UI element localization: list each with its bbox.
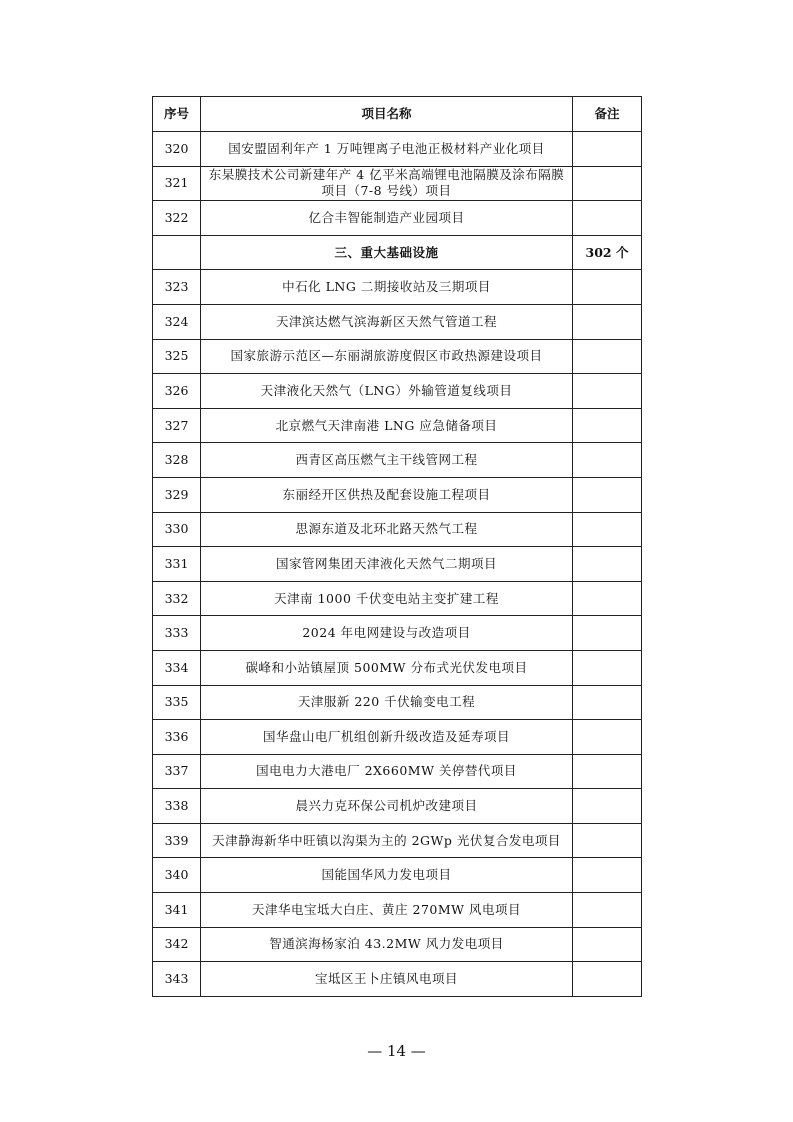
table-row [153, 685, 642, 720]
table-row [153, 270, 642, 305]
cell-remark [573, 927, 642, 962]
cell-num: 330 [153, 512, 201, 547]
cell-name: 北京燃气天津南港 LNG 应急储备项目 [201, 408, 573, 443]
cell-remark [573, 201, 642, 236]
cell-remark [573, 581, 642, 616]
cell-name: 天津静海新华中旺镇以沟渠为主的 2GWp 光伏复合发电项目 [201, 823, 573, 858]
table-row [153, 408, 642, 443]
cell-num: 320 [153, 132, 201, 167]
cell-name: 思源东道及北环北路天然气工程 [201, 512, 573, 547]
cell-name: 碳峰和小站镇屋顶 500MW 分布式光伏发电项目 [201, 650, 573, 685]
table-row [153, 823, 642, 858]
section-row [153, 235, 642, 270]
cell-remark [573, 720, 642, 755]
table-row [153, 720, 642, 755]
cell-num: 339 [153, 823, 201, 858]
cell-remark: 302 个 [573, 235, 642, 270]
table-header-row [153, 97, 642, 132]
project-table [152, 96, 642, 997]
cell-name: 2024 年电网建设与改造项目 [201, 616, 573, 651]
cell-num: 325 [153, 339, 201, 374]
table-row [153, 374, 642, 409]
cell-num: 322 [153, 201, 201, 236]
cell-num: 324 [153, 304, 201, 339]
table-row [153, 962, 642, 997]
cell-name: 东杲膜技术公司新建年产 4 亿平米高端锂电池隔膜及涂布隔膜项目（7-8 号线）项目 [201, 166, 573, 201]
table-row [153, 893, 642, 928]
table-row [153, 132, 642, 167]
cell-name: 天津液化天然气（LNG）外输管道复线项目 [201, 374, 573, 409]
cell-remark [573, 408, 642, 443]
cell-remark [573, 339, 642, 374]
table-row [153, 201, 642, 236]
cell-num: 334 [153, 650, 201, 685]
cell-num: 341 [153, 893, 201, 928]
cell-remark [573, 547, 642, 582]
cell-name: 国华盘山电厂机组创新升级改造及延寿项目 [201, 720, 573, 755]
cell-num: 335 [153, 685, 201, 720]
cell-num: 329 [153, 477, 201, 512]
cell-num: 326 [153, 374, 201, 409]
cell-num: 338 [153, 789, 201, 824]
cell-num: 340 [153, 858, 201, 893]
header-remark: 备注 [573, 97, 642, 132]
cell-remark [573, 374, 642, 409]
cell-remark [573, 650, 642, 685]
cell-remark [573, 270, 642, 305]
cell-num: 343 [153, 962, 201, 997]
cell-num: 342 [153, 927, 201, 962]
cell-remark [573, 443, 642, 478]
cell-remark [573, 858, 642, 893]
cell-name: 国家管网集团天津液化天然气二期项目 [201, 547, 573, 582]
page-number: — 14 — [367, 1042, 426, 1060]
cell-name: 国安盟固利年产 1 万吨锂离子电池正极材料产业化项目 [201, 132, 573, 167]
cell-name: 国电电力大港电厂 2X660MW 关停替代项目 [201, 754, 573, 789]
cell-remark [573, 477, 642, 512]
table-row [153, 304, 642, 339]
cell-num: 327 [153, 408, 201, 443]
cell-name: 晨兴力克环保公司机炉改建项目 [201, 789, 573, 824]
cell-remark [573, 823, 642, 858]
cell-remark [573, 132, 642, 167]
cell-num: 336 [153, 720, 201, 755]
table-row [153, 616, 642, 651]
cell-num: 328 [153, 443, 201, 478]
cell-remark [573, 789, 642, 824]
cell-name: 天津服新 220 千伏输变电工程 [201, 685, 573, 720]
cell-name: 天津华电宝坻大白庄、黄庄 270MW 风电项目 [201, 893, 573, 928]
cell-num: 332 [153, 581, 201, 616]
table-row [153, 789, 642, 824]
cell-name: 国能国华风力发电项目 [201, 858, 573, 893]
cell-name: 东丽经开区供热及配套设施工程项目 [201, 477, 573, 512]
table-row [153, 858, 642, 893]
cell-name: 国家旅游示范区—东丽湖旅游度假区市政热源建设项目 [201, 339, 573, 374]
cell-name: 中石化 LNG 二期接收站及三期项目 [201, 270, 573, 305]
cell-remark [573, 512, 642, 547]
cell-num: 337 [153, 754, 201, 789]
table-row [153, 754, 642, 789]
cell-name: 西青区高压燃气主干线管网工程 [201, 443, 573, 478]
header-name: 项目名称 [201, 97, 573, 132]
cell-num: 323 [153, 270, 201, 305]
table-row [153, 650, 642, 685]
cell-name: 宝坻区王卜庄镇风电项目 [201, 962, 573, 997]
table-row [153, 477, 642, 512]
cell-remark [573, 754, 642, 789]
table-row [153, 443, 642, 478]
cell-num: 331 [153, 547, 201, 582]
cell-remark [573, 685, 642, 720]
table-row [153, 512, 642, 547]
cell-remark [573, 304, 642, 339]
table-row [153, 927, 642, 962]
cell-remark [573, 893, 642, 928]
cell-remark [573, 962, 642, 997]
cell-name: 天津滨达燃气滨海新区天然气管道工程 [201, 304, 573, 339]
table-row [153, 547, 642, 582]
cell-name: 天津南 1000 千伏变电站主变扩建工程 [201, 581, 573, 616]
cell-remark [573, 166, 642, 201]
header-num: 序号 [153, 97, 201, 132]
table-row [153, 581, 642, 616]
table-row [153, 166, 642, 201]
cell-num [153, 235, 201, 270]
cell-remark [573, 616, 642, 651]
cell-name: 三、重大基础设施 [201, 235, 573, 270]
table-row [153, 339, 642, 374]
cell-name: 亿合丰智能制造产业园项目 [201, 201, 573, 236]
cell-num: 333 [153, 616, 201, 651]
cell-num: 321 [153, 166, 201, 201]
cell-name: 智通滨海杨家泊 43.2MW 风力发电项目 [201, 927, 573, 962]
